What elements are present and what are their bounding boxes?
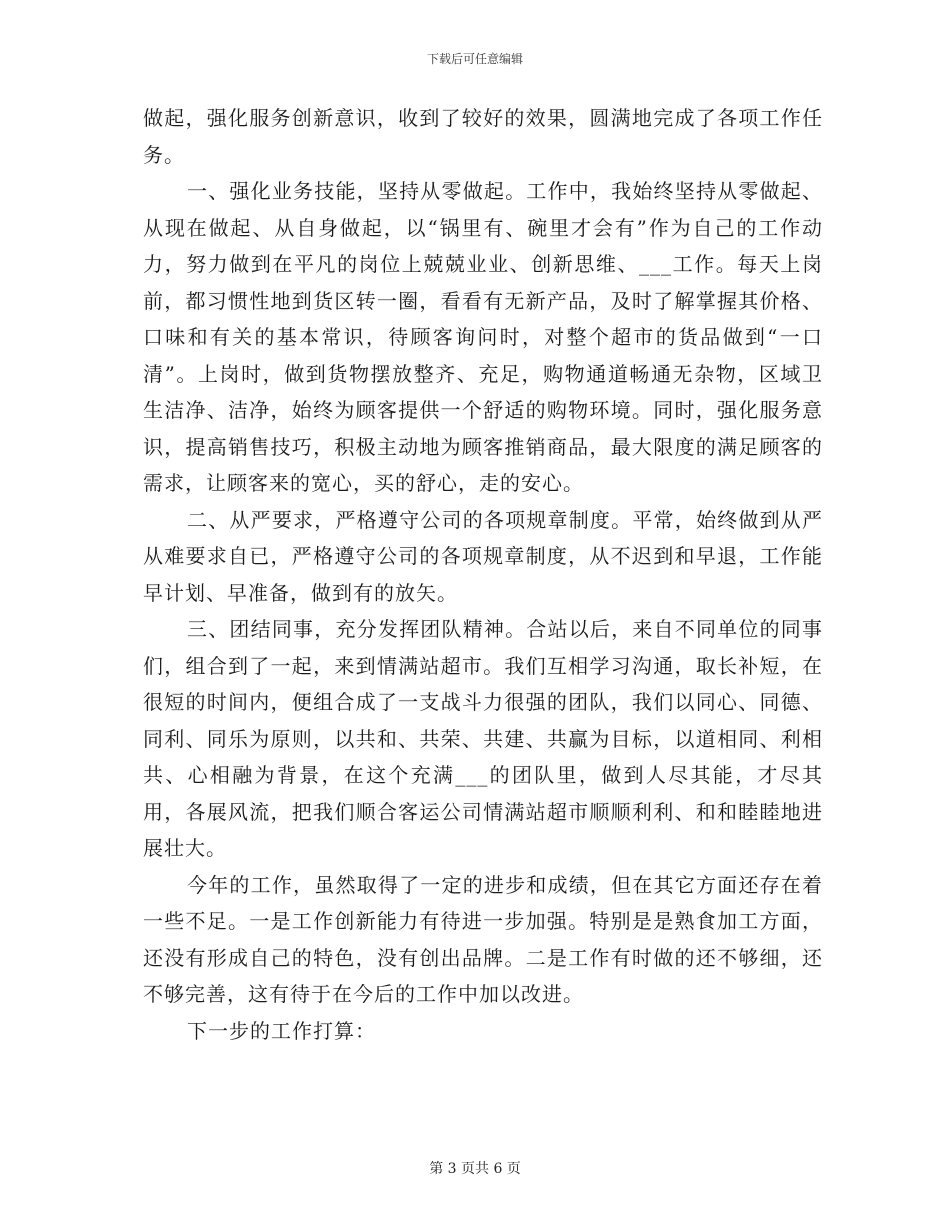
- paragraph-shortcomings: 今年的工作，虽然取得了一定的进步和成绩，但在其它方面还存在着一些不足。一是工作创新能力有待进一步加强。特别是是熟食加工方面，还没有形成自己的特色，没有创出品牌。二是工作有时做的还不够细，还不够完善，这有待于在今后的工作中加以改进。: [143, 872, 823, 1006]
- page-header: 下载后可任意编辑: [426, 52, 523, 66]
- paragraph-next-steps: 下一步的工作打算：: [187, 1018, 376, 1043]
- paragraph-continuation: 做起，强化服务创新意识，收到了较好的效果，圆满地完成了各项工作任务。: [143, 106, 823, 167]
- document-body: [143, 100, 823, 1049]
- paragraph-team-spirit: 三、团结同事，充分发挥团队精神。合站以后，来自不同单位的同事们，组合到了一起，来到情满站超市。我们互相学习沟通，取长补短，在很短的时间内，便组合成了一支战斗力很强的团队，我们以同心、同德、同利、同乐为原则，以共和、共荣、共建、共赢为目标，以道相同、利相共、心相融为背景，在这个充满___的团队里，做到人尽其能，才尽其用，各展风流，把我们顺合客运公司情满站超市顺顺利利、和和睦睦地进展壮大。: [143, 617, 823, 860]
- paragraph-strict-requirements: 二、从严要求，严格遵守公司的各项规章制度。平常，始终做到从严从难要求自已，严格遵守公司的各项规章制度，从不迟到和早退，工作能早计划、早准备，做到有的放矢。: [143, 507, 823, 605]
- paragraph-business-skills: 一、强化业务技能，坚持从零做起。工作中，我始终坚持从零做起、从现在做起、从自身做起，以“锅里有、碗里才会有”作为自己的工作动力，努力做到在平凡的岗位上兢兢业业、创新思维、___工作。每天上岗前，都习惯性地到货区转一圈，看看有无新产品，及时了解掌握其价格、口味和有关的基本常识，待顾客询问时，对整个超市的货品做到“一口清”。上岗时，做到货物摆放整齐、充足，购物通道畅通无杂物，区域卫生洁净、洁净，始终为顾客提供一个舒适的购物环境。同时，强化服务意识，提高销售技巧，积极主动地为顾客推销商品，最大限度的满足顾客的需求，让顾客来的宽心，买的舒心，走的安心。: [143, 179, 823, 495]
- page-footer: 第 3 页共 6 页: [429, 1161, 521, 1177]
